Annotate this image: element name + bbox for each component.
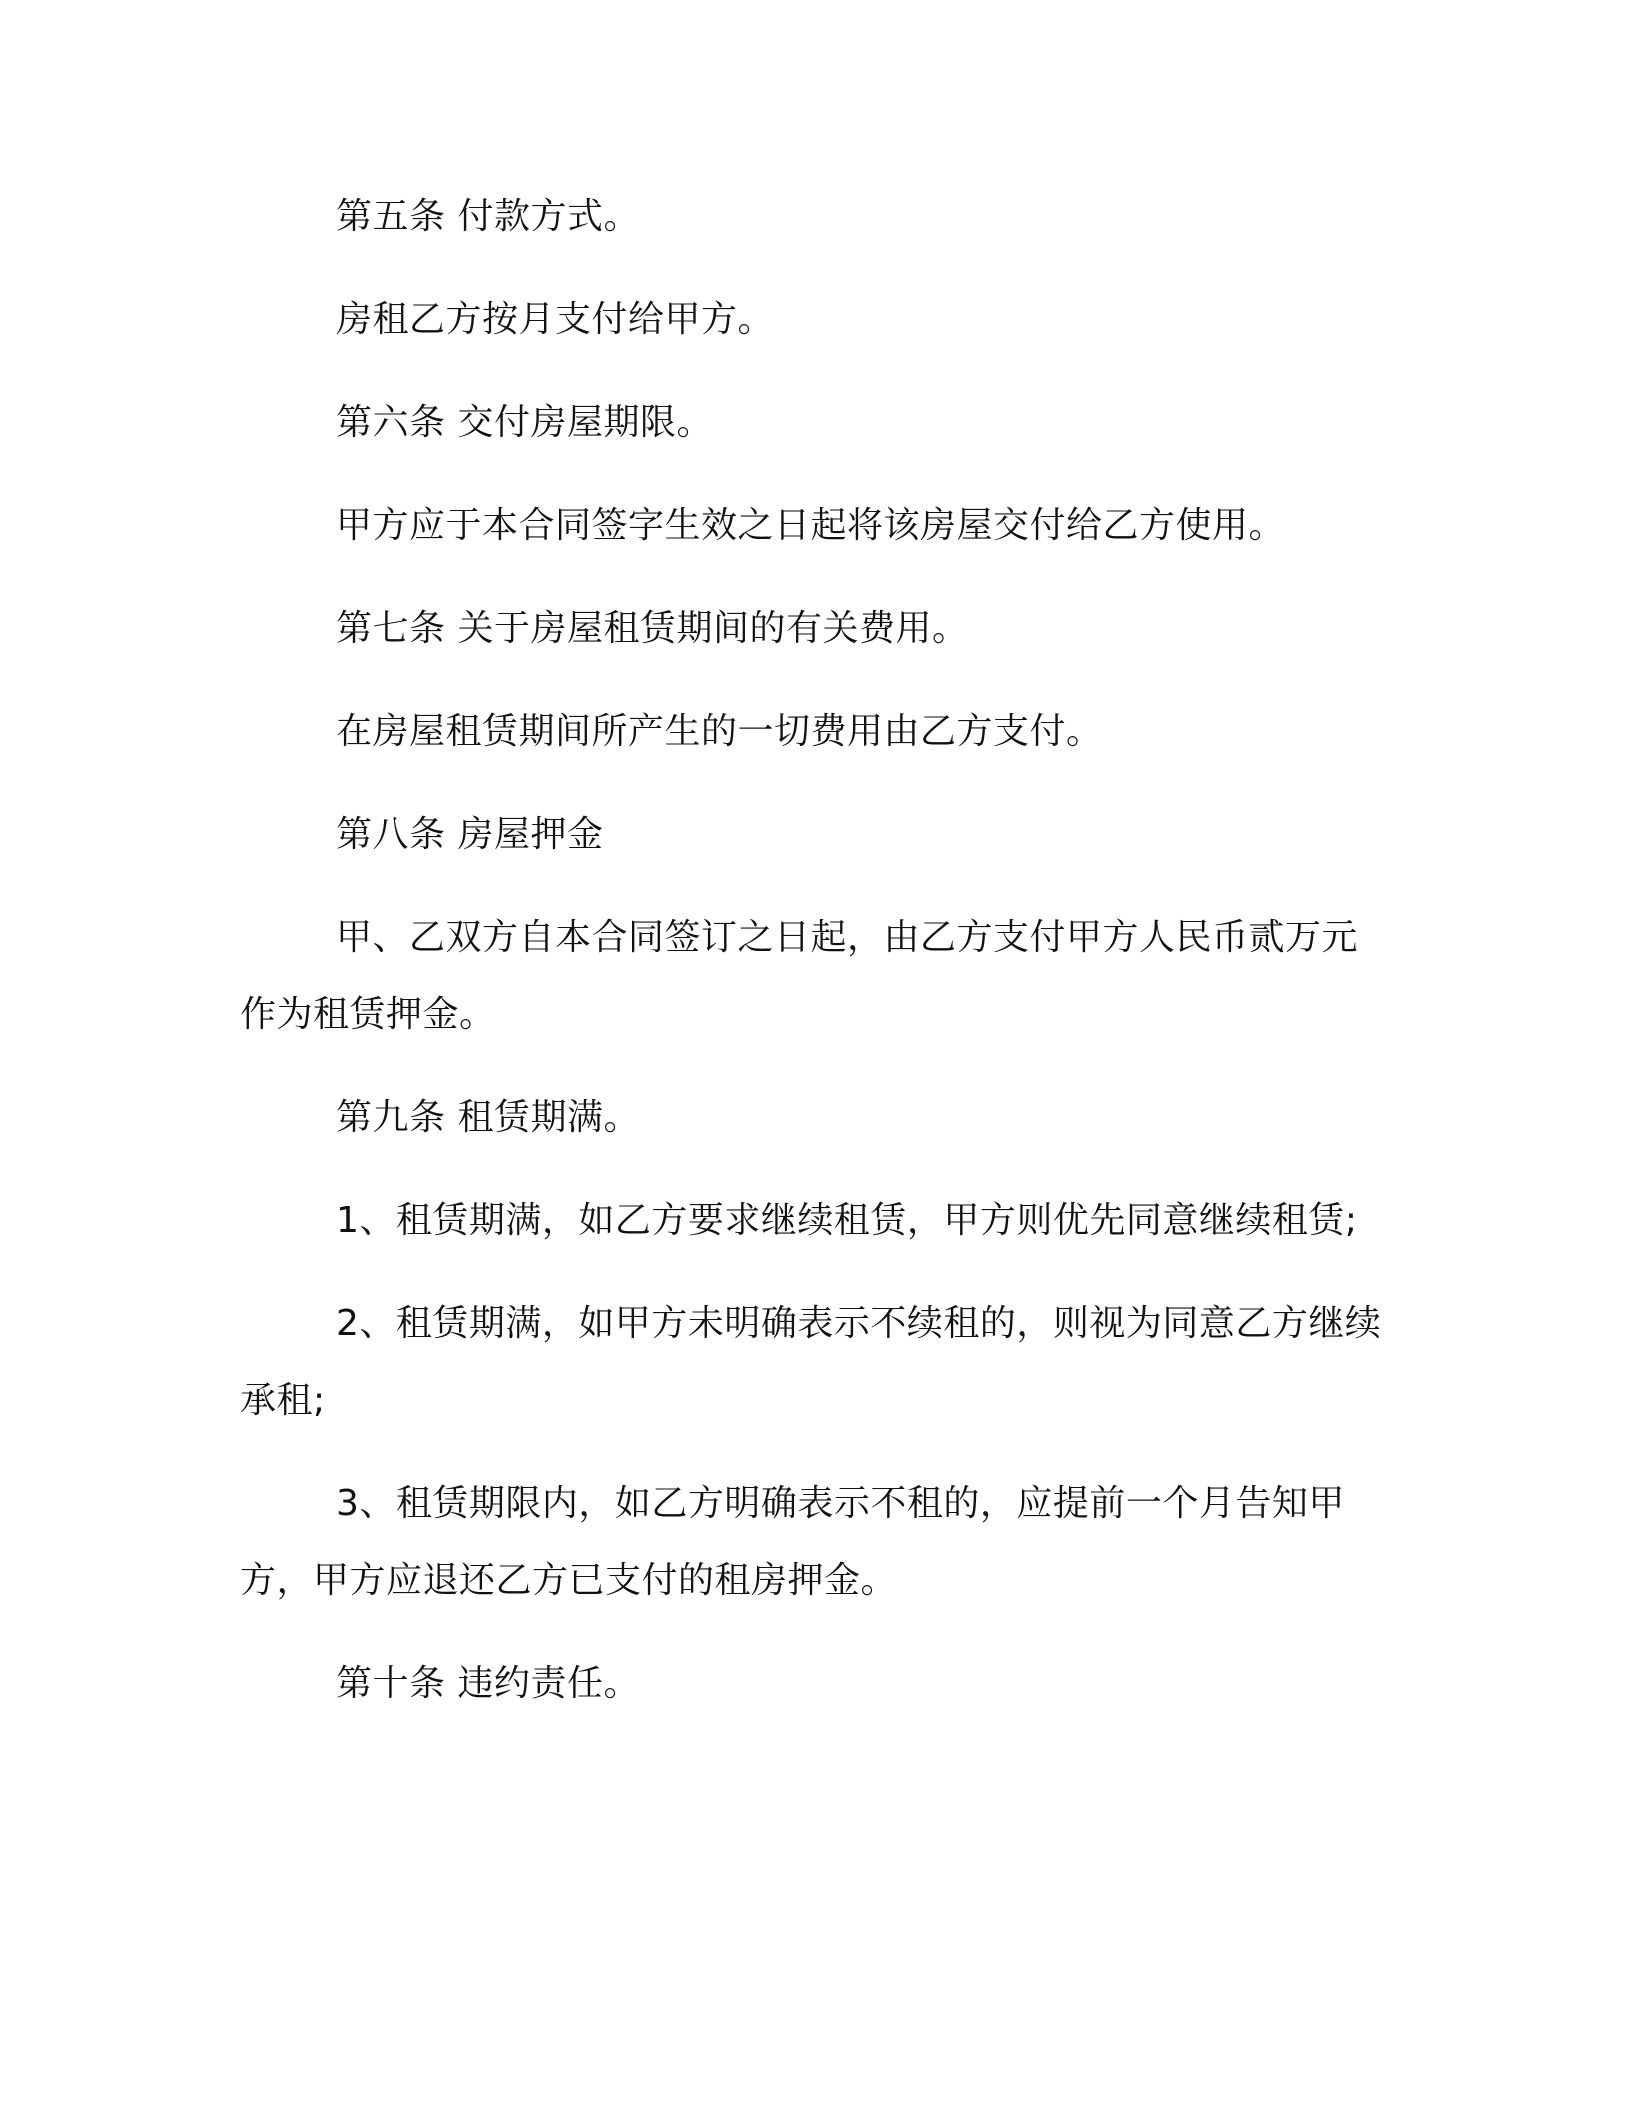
article-9-heading: 第九条 租赁期满。 (336, 1097, 640, 1138)
article-7-heading: 第七条 关于房屋租赁期间的有关费用。 (336, 608, 969, 649)
article-9-item-2: 2、租赁期满，如甲方未明确表示不续租的，则视为同意乙方继续承租; (240, 1303, 1382, 1421)
article-8-heading: 第八条 房屋押金 (336, 814, 604, 855)
article-10-heading: 第十条 违约责任。 (336, 1663, 640, 1704)
article-7-body: 在房屋租赁期间所产生的一切费用由乙方支付。 (336, 711, 1103, 752)
article-9-item-3: 3、租赁期限内，如乙方明确表示不租的，应提前一个月告知甲方，甲方应退还乙方已支付的租房押金。 (240, 1483, 1345, 1601)
article-6-heading: 第六条 交付房屋期限。 (336, 402, 713, 443)
article-5-body: 房租乙方按月支付给甲方。 (336, 299, 775, 340)
article-5-heading: 第五条 付款方式。 (336, 196, 640, 237)
article-9-item-1: 1、租赁期满，如乙方要求继续租赁，甲方则优先同意继续租赁; (336, 1200, 1358, 1241)
article-6-body: 甲方应于本合同签字生效之日起将该房屋交付给乙方使用。 (336, 505, 1286, 546)
article-8-body: 甲、乙双方自本合同签订之日起，由乙方支付甲方人民币贰万元作为租赁押金。 (240, 917, 1359, 1035)
